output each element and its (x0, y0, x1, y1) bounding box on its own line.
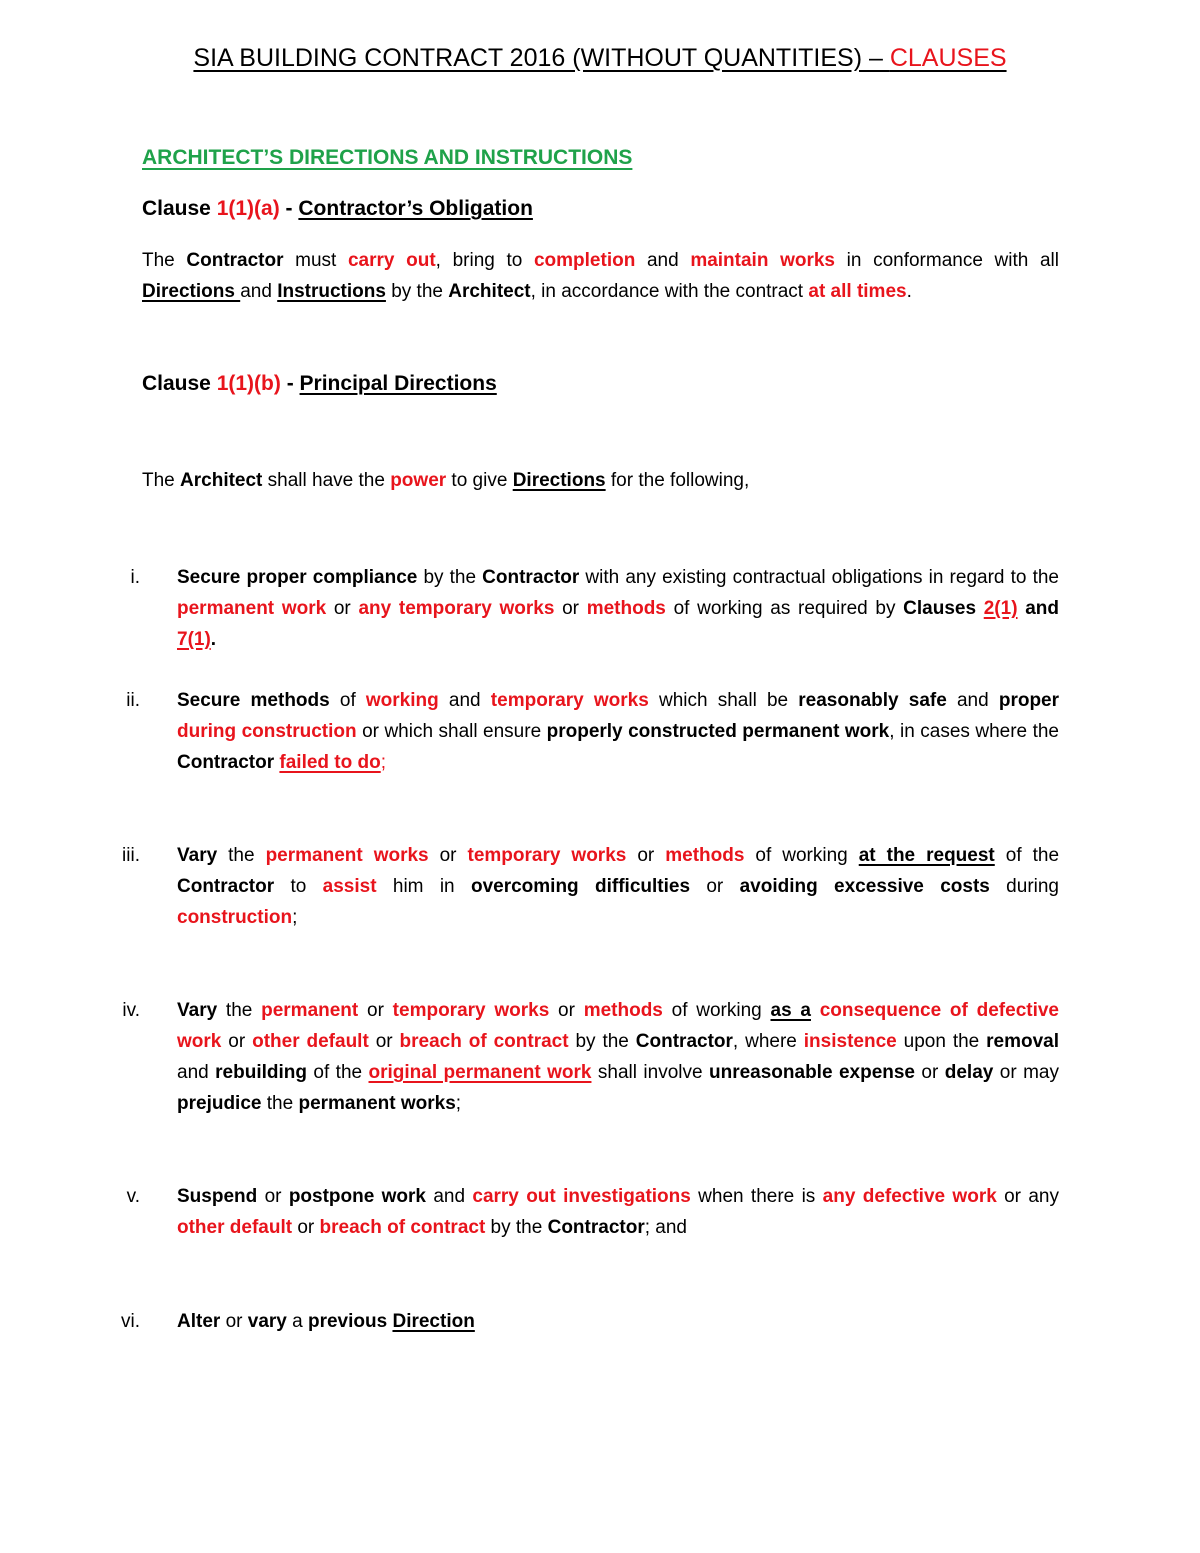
text-run: a (286, 1311, 308, 1332)
text-run: by the (568, 1031, 636, 1052)
clause-1a-separator: - (279, 197, 299, 220)
text-run: unreasonable expense (708, 1062, 915, 1083)
text-run: carry out (347, 250, 436, 271)
text-run: shall have the (262, 470, 391, 491)
text-run: ; (292, 907, 298, 928)
text-run: or (915, 1062, 945, 1083)
text-run: Architect (448, 281, 531, 302)
text-run: Vary (177, 1000, 218, 1021)
text-run: or any (996, 1186, 1059, 1207)
text-run: ; (455, 1093, 462, 1114)
text-run: or (368, 1031, 400, 1052)
text-run: or (358, 1000, 393, 1021)
text-run: . (906, 281, 912, 302)
text-run: avoiding excessive costs (739, 876, 990, 897)
text-run: to give (446, 470, 513, 491)
text-run: breach of contract (399, 1031, 569, 1052)
section-heading: ARCHITECT’S DIRECTIONS AND INSTRUCTIONS (142, 146, 633, 169)
text-run: other default (252, 1031, 369, 1052)
page-title (0, 44, 1200, 73)
text-run: or (626, 845, 666, 866)
text-run: Secure methods (177, 690, 330, 711)
text-run: . (210, 629, 217, 650)
text-run: the (217, 1000, 262, 1021)
text-run: any defective work (822, 1186, 997, 1207)
text-run: , in accordance with the contract (530, 281, 809, 302)
text-run: must (283, 250, 348, 271)
text-run: reasonably safe (798, 690, 947, 711)
text-run: assist (322, 876, 377, 897)
text-run: power (390, 470, 447, 491)
text-run: to (274, 876, 323, 897)
text-run: methods (583, 1000, 663, 1021)
list-item-number: i. (130, 567, 140, 588)
text-run: which shall be (648, 690, 799, 711)
text-run: carry out investigations (472, 1186, 691, 1207)
text-run: in conformance with all (835, 250, 1059, 271)
text-run: the (261, 1093, 299, 1114)
text-run: construction (177, 907, 293, 928)
text-run: other default (177, 1217, 293, 1238)
text-run (811, 1000, 820, 1021)
text-run: or (428, 845, 468, 866)
list-item-number: ii. (126, 690, 140, 711)
text-run: Contractor (547, 1217, 645, 1238)
list-item-text (177, 562, 1059, 655)
list-item-text (177, 685, 1059, 778)
text-run: previous (307, 1311, 388, 1332)
text-run: temporary works (490, 690, 649, 711)
clause-1a-prefix: Clause (142, 197, 217, 220)
text-run: Contractor (177, 752, 275, 773)
text-run: consequence of defective work (177, 1000, 1059, 1052)
text-run: and (1017, 598, 1059, 619)
text-run: rebuilding (215, 1062, 307, 1083)
text-run: delay (944, 1062, 994, 1083)
text-run: permanent (261, 1000, 359, 1021)
text-run: 2(1) (983, 598, 1018, 619)
text-run: working (365, 690, 439, 711)
text-run: prejudice (177, 1093, 262, 1114)
text-run: him in (376, 876, 471, 897)
text-run: Alter (177, 1311, 221, 1332)
text-run: of working as required by (665, 598, 904, 619)
text-run: of working (662, 1000, 771, 1021)
text-run: , in cases where the (889, 721, 1059, 742)
text-run: Direction (392, 1311, 475, 1332)
text-run: or (220, 1311, 248, 1332)
text-run: Clauses (903, 598, 984, 619)
text-run: permanent work (177, 598, 327, 619)
text-run: and (438, 690, 491, 711)
text-run: insistence (803, 1031, 897, 1052)
text-run: proper (998, 690, 1060, 711)
text-run: by the (417, 567, 483, 588)
text-run: as a (770, 1000, 811, 1021)
text-run: permanent works (298, 1093, 456, 1114)
text-run: and (635, 250, 691, 271)
text-run: or (257, 1186, 289, 1207)
text-run: or may (993, 1062, 1059, 1083)
text-run: The (142, 470, 181, 491)
text-run: 7(1) (177, 629, 211, 650)
text-run: removal (986, 1031, 1060, 1052)
text-run: by the (485, 1217, 548, 1238)
text-run: failed to do (279, 752, 381, 773)
text-run: , bring to (435, 250, 534, 271)
text-run: Architect (180, 470, 263, 491)
clause-1a-number: 1(1)(a) (216, 197, 280, 220)
text-run: or (221, 1031, 253, 1052)
text-run: shall involve (591, 1062, 709, 1083)
text-run: and (177, 1062, 216, 1083)
clause-1b-intro (142, 470, 749, 492)
text-run: of (329, 690, 366, 711)
text-run: Directions (142, 281, 241, 302)
text-run: temporary works (467, 845, 627, 866)
text-run: or (690, 876, 740, 897)
clause-1a-name: Contractor’s Obligation (298, 197, 533, 220)
list-item-text (177, 840, 1059, 933)
list-item-number: iv. (122, 1000, 140, 1021)
list-item-number: v. (126, 1186, 140, 1207)
text-run: original permanent work (368, 1062, 592, 1083)
text-run: Contractor (177, 876, 275, 897)
text-run: and (426, 1186, 473, 1207)
text-run: overcoming difficulties (470, 876, 691, 897)
text-run: Contractor (186, 250, 284, 271)
text-run: Vary (177, 845, 218, 866)
text-run: methods (665, 845, 745, 866)
clause-1a-heading (142, 197, 533, 221)
text-run: permanent works (265, 845, 429, 866)
text-run: Suspend (177, 1186, 258, 1207)
text-run: for the following, (605, 470, 750, 491)
text-run: The (142, 250, 187, 271)
text-run: ; and (644, 1217, 687, 1238)
text-run: or (554, 598, 587, 619)
text-run: completion (533, 250, 636, 271)
clause-1b-separator: - (280, 372, 300, 395)
text-run: of the (994, 845, 1060, 866)
text-run: temporary works (392, 1000, 550, 1021)
text-run: during construction (177, 721, 357, 742)
text-run: or (292, 1217, 320, 1238)
text-run: the (217, 845, 266, 866)
list-item-number: vi. (121, 1311, 140, 1332)
text-run: during (989, 876, 1059, 897)
text-run: when there is (690, 1186, 823, 1207)
list-item-text (177, 1181, 1059, 1243)
text-run: at the request (858, 845, 995, 866)
text-run: maintain works (690, 250, 835, 271)
text-run: Contractor (635, 1031, 733, 1052)
text-run: or which shall ensure (356, 721, 547, 742)
text-run: and (240, 281, 278, 302)
text-run: Secure proper compliance (177, 567, 418, 588)
title-emphasis: CLAUSES (889, 44, 1007, 72)
text-run: vary (247, 1311, 287, 1332)
text-run: by the (385, 281, 449, 302)
text-run: at all times (808, 281, 907, 302)
list-item-text (177, 995, 1059, 1119)
text-run: breach of contract (319, 1217, 486, 1238)
text-run: Contractor (482, 567, 580, 588)
text-run: properly constructed permanent work (546, 721, 890, 742)
list-item-text (177, 1306, 1059, 1337)
text-run: with any existing contractual obligations in regard to the (579, 567, 1059, 588)
text-run: or (326, 598, 359, 619)
text-run: or (549, 1000, 584, 1021)
text-run: , where (732, 1031, 804, 1052)
text-run: methods (586, 598, 666, 619)
text-run: Instructions (277, 281, 386, 302)
text-run: ; (380, 752, 387, 773)
title-main: SIA BUILDING CONTRACT 2016 (WITHOUT QUANTITIES) – (193, 44, 890, 72)
text-run: Directions (512, 470, 606, 491)
list-item-number: iii. (122, 845, 140, 866)
text-run: postpone work (288, 1186, 426, 1207)
clause-1b-heading (142, 372, 497, 396)
text-run: upon the (896, 1031, 987, 1052)
clause-1b-prefix: Clause (142, 372, 217, 395)
text-run: any temporary works (358, 598, 555, 619)
text-run: of working (744, 845, 859, 866)
clause-1b-number: 1(1)(b) (216, 372, 281, 395)
clause-1b-name: Principal Directions (299, 372, 497, 395)
text-run: and (946, 690, 999, 711)
text-run: of the (306, 1062, 369, 1083)
clause-1a-paragraph (142, 245, 1059, 307)
